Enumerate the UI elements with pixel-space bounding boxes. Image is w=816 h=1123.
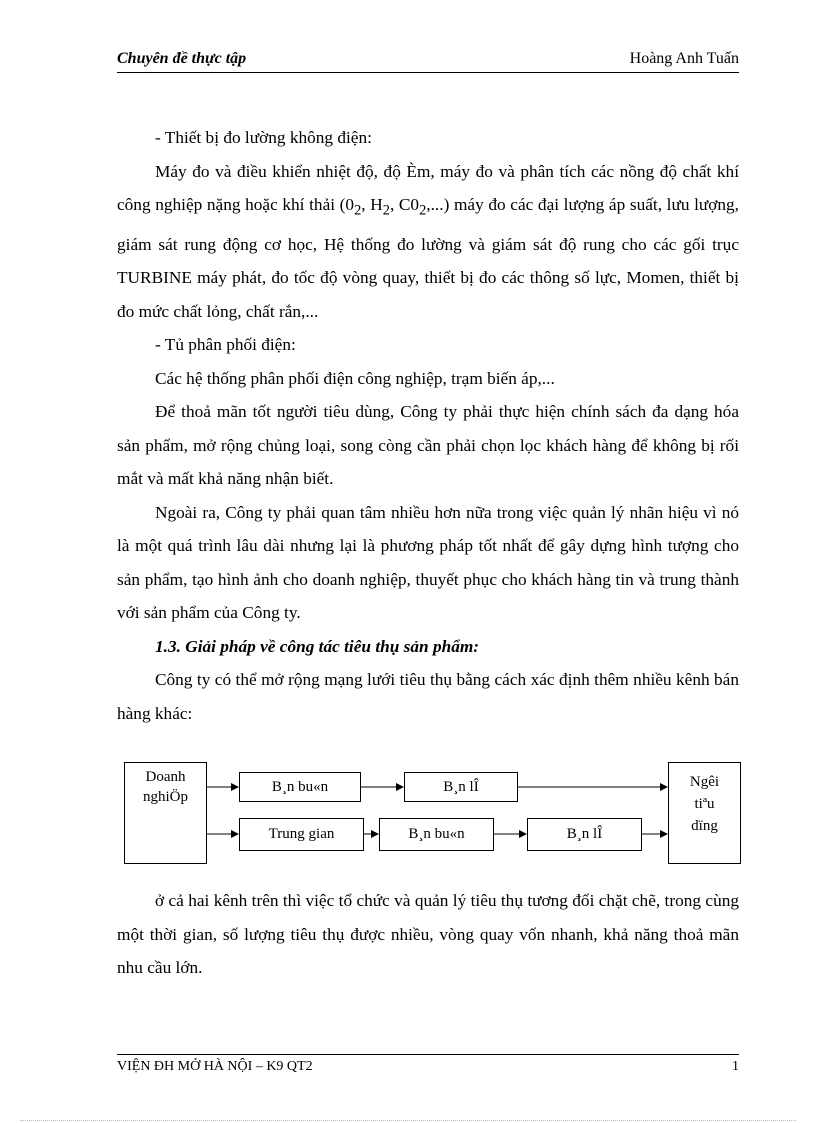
box-consumer: Ngêi tiªu dïng: [668, 762, 741, 864]
paragraph-distribution-systems: Các hệ thống phân phối điện công nghiệp, trạm biến áp,...: [155, 368, 555, 388]
paragraph-channel-summary: ở cả hai kênh trên thì việc tổ chức và quản lý tiêu thụ tương đối chặt chẽ, trong cùng một thời gian, số lượng tiêu thụ được nhiều, vòng quay vốn nhanh, khả năng thoả mãn nhu cầu lớn.: [117, 891, 739, 977]
box-wholesale-2: B¸n bu«n: [379, 818, 494, 851]
paragraph-customer-satisfaction: Để thoả mãn tốt người tiêu dùng, Công ty phải thực hiện chính sách đa dạng hóa sản phẩm, mở rộng chủng loại, song còng cần phải chọn lọc khách hàng để không bị rối mắt và mất khả năng nhận biết.: [117, 402, 739, 489]
box-wholesale-1: B¸n bu«n: [239, 772, 361, 802]
page-bottom-divider: [20, 1120, 796, 1121]
box-retail-1: B¸n lÎ: [404, 772, 518, 802]
paragraph-measuring-devices: Máy đo và điều khiển nhiệt độ, độ Èm, máy đo và phân tích các nồng độ chất khí công nghiệp nặng hoặc khí thải ($0_2$, $H_2$, $C0_2$,...) máy đo các đại lượng áp suất, lưu lượng, giám sát rung động cơ học, Hệ thống đo lường và giám sát độ rung cho các gối trục TURBINE máy phát, đo tốc độ vòng quay, thiết bị đo các thông số lực, Momen, thiết bị đo mức chất lỏng, chất rắn,...: [117, 161, 740, 321]
body-section-bottom: [117, 884, 739, 985]
section-heading: 1.3. Giải pháp về công tác tiêu thụ sản phẩm:: [155, 636, 480, 656]
bullet-distribution-cabinet: - Tủ phân phối điện:: [155, 335, 296, 355]
paragraph-brand-management: Ngoài ra, Công ty phải quan tâm nhiều hơn nữa trong việc quản lý nhãn hiệu vì nó là một quá trình lâu dài nhưng lại là phương pháp tốt nhất để gây dựng hình tượng cho sản phẩm, tạo hình ảnh cho doanh nghiệp, thuyết phục cho khách hàng tin và trung thành với sản phẩm của Công ty.: [117, 502, 739, 623]
bullet-measuring-devices: - Thiết bị đo lường không điện:: [155, 128, 372, 147]
author-name: Hoàng Anh Tuấn: [629, 50, 739, 67]
page-footer: [117, 1054, 739, 1075]
box-intermediary: Trung gian: [239, 818, 364, 851]
document-title: Chuyên đề thực tập: [117, 50, 247, 67]
paragraph-sales-network: Công ty có thể mở rộng mạng lưới tiêu thụ bằng cách xác định thêm nhiều kênh bán hàng khác:: [117, 670, 739, 723]
footer-institution: VIỆN ĐH MỞ HÀ NỘI – K9 QT2: [117, 1059, 313, 1074]
box-enterprise: Doanh nghiÖp: [124, 762, 207, 864]
box-retail-2: B¸n lÎ: [527, 818, 642, 851]
page-number: 1: [732, 1059, 739, 1074]
